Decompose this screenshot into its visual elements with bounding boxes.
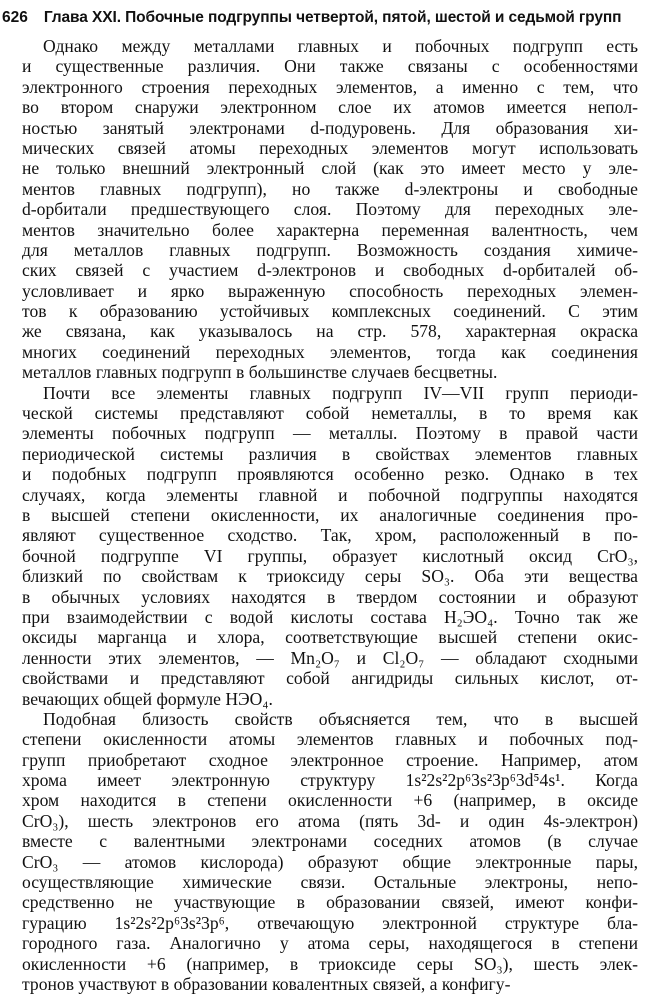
paragraph [22,709,638,994]
text-line: CrO₃), шесть электронов его атома (пять 3d- и один 4s-электрон) [22,810,638,831]
text-line: бочной подгруппе VI группы, образует кислотный оксид CrO₃, [22,545,638,566]
text-line: CrO₃ — атомов кислорода) образуют общие электронные пары, [22,851,638,872]
text-line: вечающих общей формуле HЭO₄. [22,688,273,709]
text-line: ментов значительно более характерна переменная валентность, чем [22,219,638,240]
text-line: хрома имеет электронную структуру 1s²2s²2p⁶3s²3p⁶3d⁵4s¹. Когда [22,770,638,791]
text-line: металлов главных подгрупп в большинстве случаев бесцветны. [22,362,498,383]
text-line: гурацию 1s²2s²2p⁶3s²3p⁶, отвечающую электронной структуре бла- [22,912,638,933]
text-line: Подобная близость свойств объясняется тем, что в высшей [43,708,638,729]
text-line: являют существенное сходство. Так, хром, расположенный в по- [22,525,638,546]
text-line: ских связей с участием d-электронов и свободных d-орбиталей об- [22,260,638,281]
text-line: условливает и ярко выраженную способность переходных элемен- [22,280,638,301]
text-line: при взаимодействии с водой кислоты состава H₂ЭO₄. Точно так же [22,606,638,627]
text-line: в высшей степени окисленности, их аналогичные соединения про- [22,504,638,525]
text-line: периодической системы различия в свойствах элементов главных [22,443,638,464]
text-line: окисленности +6 (например, в триоксиде серы SO₃), шесть элек- [22,953,638,974]
text-line: городного газа. Аналогично у атома серы, находящегося в степени [22,933,638,954]
text-line: не только внешний электронный слой (как это имеет место у эле- [22,158,638,179]
text-line: многих соединений переходных элементов, тогда как соединения [22,341,638,362]
text-line: во втором снаружи электронном слое их атомов имеется непол- [22,97,638,118]
text-line: электронного строения переходных элементов, а именно с тем, что [22,76,638,97]
text-line: элементы побочных подгрупп — металлы. Поэтому в правой части [22,423,638,444]
text-line: свойствами и представляют собой ангидриды сильных кислот, от- [22,668,638,689]
text-line: случаях, когда элементы главной и побочной подгруппы находятся [22,484,638,505]
running-title: Глава XXI. Побочные подгруппы четвертой, пятой, шестой и седьмой групп [43,9,622,26]
text-line: ческой системы представляют собой неметаллы, в то время как [22,403,638,424]
text-line: тронов участвуют в образовании ковалентных связей, а конфигу- [22,973,511,994]
text-line: для металлов главных подгрупп. Возможность создания химиче- [22,239,638,260]
text-line: хром находится в степени окисленности +6 (например, в оксиде [22,790,638,811]
text-line: Почти все элементы главных подгрупп IV—VII групп периоди- [43,382,638,403]
text-line: Однако между металлами главных и побочных подгрупп есть [43,36,638,56]
text-line: d-орбитали предшествующего слоя. Поэтому для переходных эле- [22,199,638,220]
text-line: средственно не участвующие в образовании связей, имеют конфи- [22,892,638,913]
text-line: же связана, как указывалось на стр. 578, характерная окраска [22,321,638,342]
text-line: вместе с валентными электронами соседних атомов (в случае [22,831,638,852]
text-line: степени окисленности атомы элементов главных и побочных под- [22,729,638,750]
text-line: тов к образованию устойчивых комплексных соединений. С этим [22,301,638,322]
text-line: ментов главных подгрупп), но также d-электроны и свободные [22,178,638,199]
text-line: и существенные различия. Они также связаны с особенностями [22,56,638,77]
text-line: осуществляющие химические связи. Остальные электроны, непо- [22,872,638,893]
text-line: в обычных условиях находятся в твердом состоянии и образуют [22,586,638,607]
paragraph [22,36,638,383]
text-line: ностью занятый электронами d-подуровень. Для образования хи- [22,117,638,138]
paragraph [22,383,638,709]
text-line: и подобных подгрупп проявляются особенно резко. Однако в тех [22,464,638,485]
text-line: ленности этих элементов, — Mn₂O₇ и Cl₂O₇ — обладают сходными [22,647,638,668]
running-header [2,4,642,32]
text-line: оксиды марганца и хлора, соответствующие высшей степени окис- [22,627,638,648]
body-text [22,36,638,994]
text-line: близкий по свойствам к триоксиду серы SO₃. Оба эти вещества [22,566,638,587]
page-number: 626 [2,9,28,26]
text-line: групп приобретают сходное электронное строение. Например, атом [22,749,638,770]
text-line: мических связей атомы переходных элементов могут использовать [22,137,638,158]
